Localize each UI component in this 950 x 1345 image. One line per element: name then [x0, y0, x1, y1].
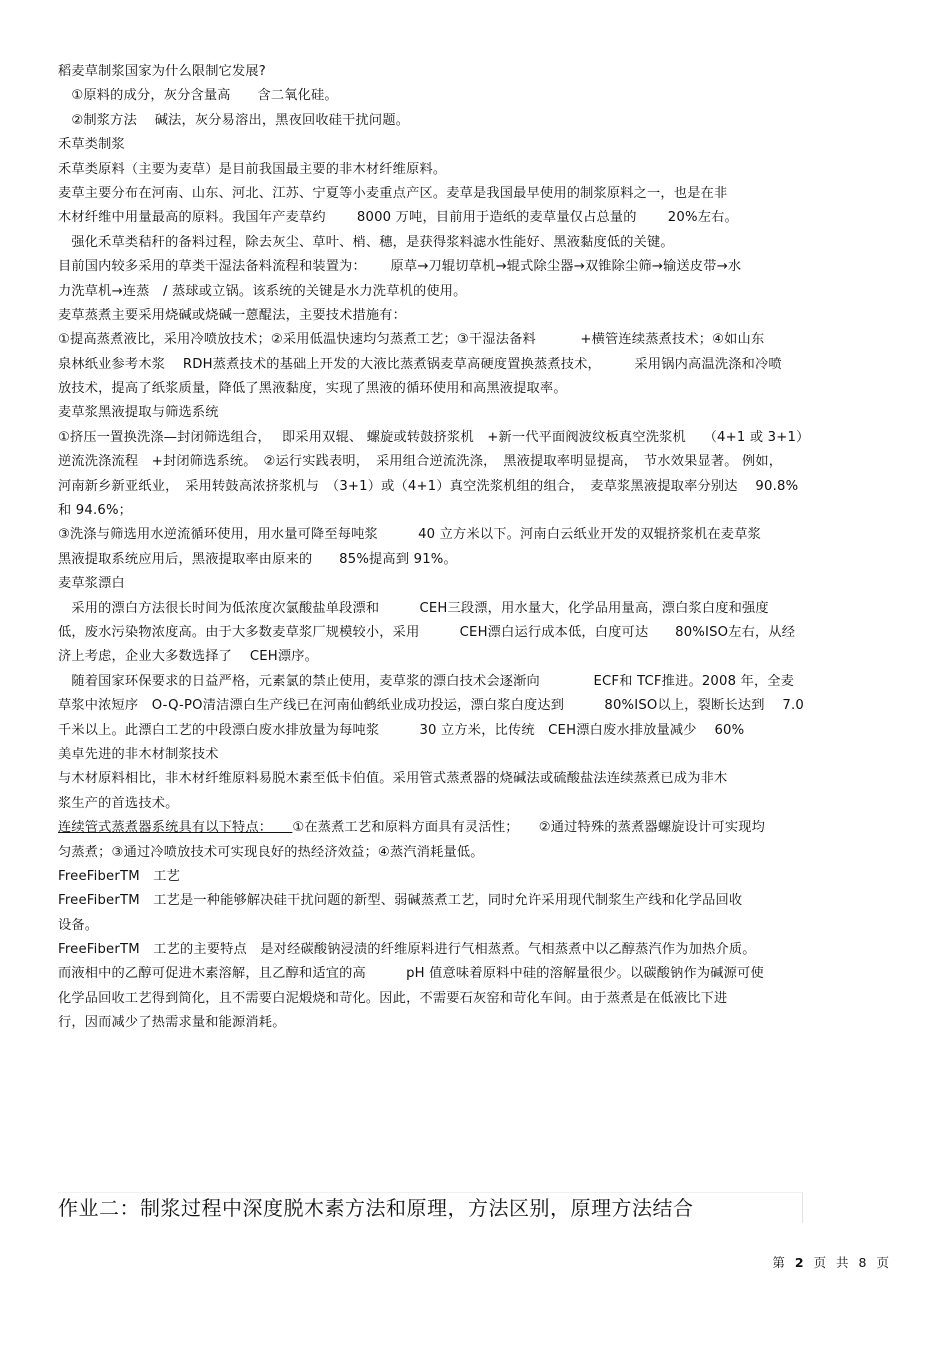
- underlined-lead: 连续管式蒸煮器系统具有以下特点：: [58, 820, 293, 836]
- text-line: 禾草类制浆: [58, 137, 125, 153]
- text-line: 匀蒸煮；③通过冷喷放技术可实现良好的热经济效益；④蒸汽消耗量低。: [58, 844, 484, 860]
- text-line: 稻麦草制浆国家为什么限制它发展?: [58, 64, 267, 79]
- text-line: FreeFiberTM 工艺: [58, 868, 180, 884]
- text-line: ③洗涤与筛选用水逆流循环使用，用水量可降至每吨浆 40 立方米以下。河南白云纸业开发的双辊挤浆机在麦草浆: [58, 527, 761, 543]
- footer-prefix: 第: [772, 1255, 788, 1270]
- text-line: 千米以上。此漂白工艺的中段漂白废水排放量为每吨浆 30 立方米，比传统 CEH漂白废水排放量减少 60%: [58, 722, 745, 738]
- text-line: 美卓先进的非木材制浆技术: [58, 746, 219, 762]
- text-line: 力洗草机→连蒸 / 蒸球或立锅。该系统的关键是水力洗草机的使用。: [58, 283, 467, 299]
- text-line: ①提高蒸煮液比，采用冷喷放技术；②采用低温快速均匀蒸煮工艺；③干湿法备料 +横管连续蒸煮技术；④如山东: [58, 332, 765, 348]
- body-text: [58, 60, 898, 1036]
- text-line: 化学品回收工艺得到简化，且不需要白泥煅烧和苛化。因此，不需要石灰窑和苛化车间。由于蒸煮是在低液比下进: [58, 990, 728, 1006]
- text-line: 逆流洗涤流程 +封闭筛选系统。 ②运行实践表明， 采用组合逆流洗涤， 黑液提取率明显提高， 节水效果显著。 例如，: [58, 454, 783, 470]
- text-line: 采用的漂白方法很长时间为低浓度次氯酸盐单段漂和 CEH三段漂，用水量大，化学品用量高，漂白浆白度和强度: [58, 600, 769, 616]
- text-line: 与木材原料相比，非木材纤维原料易脱木素至低卡伯值。采用管式蒸煮器的烧碱法或硫酸盐法连续蒸煮已成为非木: [58, 771, 728, 787]
- page-footer: [772, 1253, 892, 1271]
- text-line: 麦草浆漂白: [58, 576, 125, 592]
- text-line: 麦草主要分布在河南、山东、河北、江苏、宁夏等小麦重点产区。麦草是我国最早使用的制浆原料之一，也是在非: [58, 185, 728, 201]
- text-line: 目前国内较多采用的草类干湿法备料流程和装置为： 原草→刀辊切草机→辊式除尘器→双锥除尘筛→输送皮带→水: [58, 259, 742, 275]
- text-line: 黑液提取系统应用后，黑液提取率由原来的 85%提高到 91%。: [58, 551, 457, 567]
- text-line: FreeFiberTM 工艺是一种能够解决硅干扰问题的新型、弱碱蒸煮工艺，同时允许采用现代制浆生产线和化学品回收: [58, 893, 743, 909]
- text-line: 浆生产的首选技术。: [58, 795, 179, 811]
- text-line: 河南新乡新亚纸业， 采用转鼓高浓挤浆机与 （3+1）或（4+1）真空洗浆机组的组合， 麦草浆黑液提取率分别达 90.8%: [58, 478, 799, 494]
- text-line: 设备。: [58, 917, 99, 933]
- footer-suffix: 页: [876, 1255, 892, 1270]
- text-line: 草浆中浓短序 O-Q-PO清洁漂白生产线已在河南仙鹤纸业成功投运，漂白浆白度达到 80%ISO以上，裂断长达到 7.0: [58, 698, 804, 714]
- text-line: ②制浆方法 碱法，灰分易溶出，黑夜回收硅干扰问题。: [58, 112, 410, 128]
- text-line: 麦草浆黑液提取与筛选系统: [58, 405, 219, 421]
- text-line: 强化禾草类秸秆的备料过程，除去灰尘、草叶、梢、穗，是获得浆料滤水性能好、黑液黏度低的关键。: [58, 234, 674, 250]
- text-line: 低，废水污染物浓度高。由于大多数麦草浆厂规模较小，采用 CEH漂白运行成本低，白度可达 80%ISO左右，从经: [58, 624, 796, 640]
- assignment-heading: 作业二：制浆过程中深度脱木素方法和原理，方法区别，原理方法结合: [58, 1192, 803, 1223]
- text-line: 而液相中的乙醇可促进木素溶解，且乙醇和适宜的高 pH 值意味着原料中硅的溶解量很少。以碳酸钠作为碱源可使: [58, 966, 764, 982]
- text-line: 和 94.6%；: [58, 503, 133, 519]
- text-line: 行，因而减少了热需求量和能源消耗。: [58, 1015, 286, 1031]
- text-line: ①挤压一置换洗涤—封闭筛选组合， 即采用双辊、 螺旋或转鼓挤浆机 +新一代平面阀波纹板真空洗浆机 （4+1 或 3+1）: [58, 429, 810, 445]
- footer-total-pages: 8: [858, 1255, 870, 1270]
- text-line: FreeFiberTM 工艺的主要特点 是对经碳酸钠浸渍的纤维原料进行气相蒸煮。气相蒸煮中以乙醇蒸汽作为加热介质。: [58, 942, 756, 958]
- text-line: 禾草类原料（主要为麦草）是目前我国最主要的非木材纤维原料。: [58, 161, 447, 177]
- text-line: [58, 816, 898, 840]
- footer-middle: 页 共: [813, 1255, 852, 1270]
- text-line: 木材纤维中用量最高的原料。我国年产麦草约 8000 万吨，目前用于造纸的麦草量仅占总量的 20%左右。: [58, 210, 738, 226]
- line-rest: ①在蒸煮工艺和原料方面具有灵活性； ②通过特殊的蒸煮器螺旋设计可实现均: [292, 820, 765, 836]
- text-line: 麦草蒸煮主要采用烧碱或烧碱一蒽醌法，主要技术措施有：: [58, 307, 407, 323]
- text-line: 济上考虑，企业大多数选择了 CEH漂序。: [58, 649, 319, 665]
- text-line: ①原料的成分，灰分含量高 含二氧化硅。: [58, 88, 338, 104]
- text-line: 泉林纸业参考木浆 RDH蒸煮技术的基础上开发的大液比蒸煮锅麦草高硬度置换蒸煮技术， 采用锅内高温洗涤和冷喷: [58, 356, 782, 372]
- footer-page-number: 2: [794, 1255, 807, 1270]
- text-line: 随着国家环保要求的日益严格，元素氯的禁止使用，麦草浆的漂白技术会逐渐向 ECF和 TCF推进。2008 年，全麦: [58, 673, 795, 689]
- text-line: 放技术，提高了纸浆质量，降低了黑液黏度，实现了黑液的循环使用和高黑液提取率。: [58, 381, 567, 397]
